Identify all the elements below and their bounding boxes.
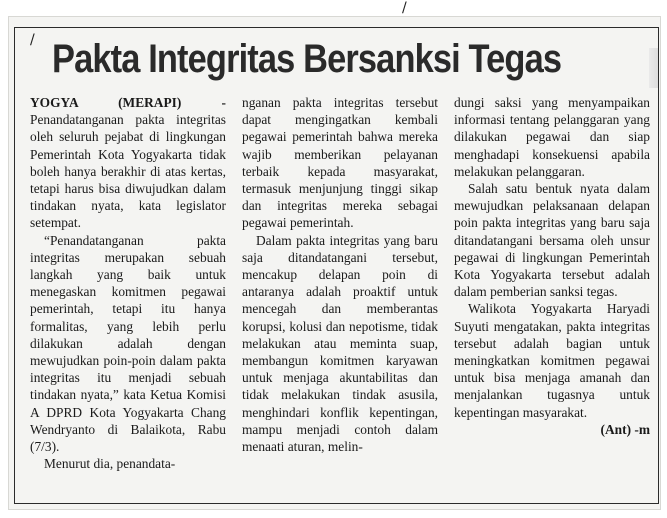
- article-column-3: [454, 94, 650, 490]
- paragraph-text: Penandatanganan pakta integritas oleh seluruh pejabat di lingkungan Pemerintah Kota Yogyakarta tidak boleh hanya berakhir di atas kertas, tetapi harus bisa diwujudkan dalam tindakan nyata, kata legislator setempat.: [30, 112, 226, 231]
- author-signoff: (Ant) -m: [600, 421, 650, 437]
- paragraph: nganan pakta integritas tersebut dapat mengingatkan kembali pegawai pemerintah bahwa mereka wajib memberikan pelayanan terbaik kepada masyarakat, termasuk menjunjung tinggi sikap dan integritas mereka sebagai pegawai pemerintah.: [242, 95, 438, 231]
- article-body: [30, 94, 650, 490]
- dateline: YOGYA (MERAPI) -: [30, 95, 226, 110]
- article-column-2: [242, 94, 438, 490]
- clipping-border-right: [658, 27, 659, 504]
- paragraph: [30, 94, 226, 232]
- paragraph: Salah satu bentuk nyata dalam mewujudkan pelaksanaan delapan poin pakta integritas yang baru saja ditandatangani bersama oleh unsur pegawai di lingkungan Pemerintah Kota Yogyakarta tersebut adalah dalam pemberian sanksi tegas.: [454, 181, 650, 300]
- clipping-border-bottom: [14, 503, 659, 504]
- paragraph: “Penandatanganan pakta integritas merupakan sebuah langkah yang baik untuk menegaskan komitmen pegawai pemerintah, tetapi itu hanya formalitas, yang lebih perlu dilakukan adalah dengan mewujudkan poin-poin dalam pakta integritas itu menjadi sebuah tindakan nyata,” kata Ketua Komisi A DPRD Kota Yogyakarta Chang Wendryanto di Balaikota, Rabu (7/3).: [30, 232, 226, 455]
- clipping-border-left: [14, 27, 15, 504]
- paragraph: Walikota Yogyakarta Haryadi Suyuti mengatakan, pakta integritas tersebut adalah bagian untuk meningkatkan komitmen pegawai untuk bisa menjaga amanah dan menjalankan tugasnya untuk kepentingan masyarakat.: [454, 301, 650, 420]
- article-column-1: [30, 94, 226, 490]
- scan-mark-left: /: [30, 32, 35, 48]
- clipping-border-top: [14, 27, 659, 28]
- paragraph: dungi saksi yang menyampaikan informasi tentang pelanggaran yang dilakukan pegawai dan siap menghadapi konsekuensi apabila melakukan pelanggaran.: [454, 95, 650, 179]
- paragraph: Dalam pakta integritas yang baru saja ditandatangani tersebut, mencakup delapan poin di antaranya adalah proaktif untuk mencegah dan memberantas korupsi, kolusi dan nepotisme, tidak melakukan atau meminta suap, membangun komitmen karyawan untuk menjaga akuntabilitas dan tidak melakukan tindak asusila, menghindari konflik kepentingan, mampu menjadi contoh dalam menaati aturan, melin-: [242, 232, 438, 455]
- paragraph: Menurut dia, penandata-: [44, 456, 176, 472]
- scan-mark-top: /: [402, 0, 407, 16]
- article-headline: Pakta Integritas Bersanksi Tegas: [52, 37, 562, 81]
